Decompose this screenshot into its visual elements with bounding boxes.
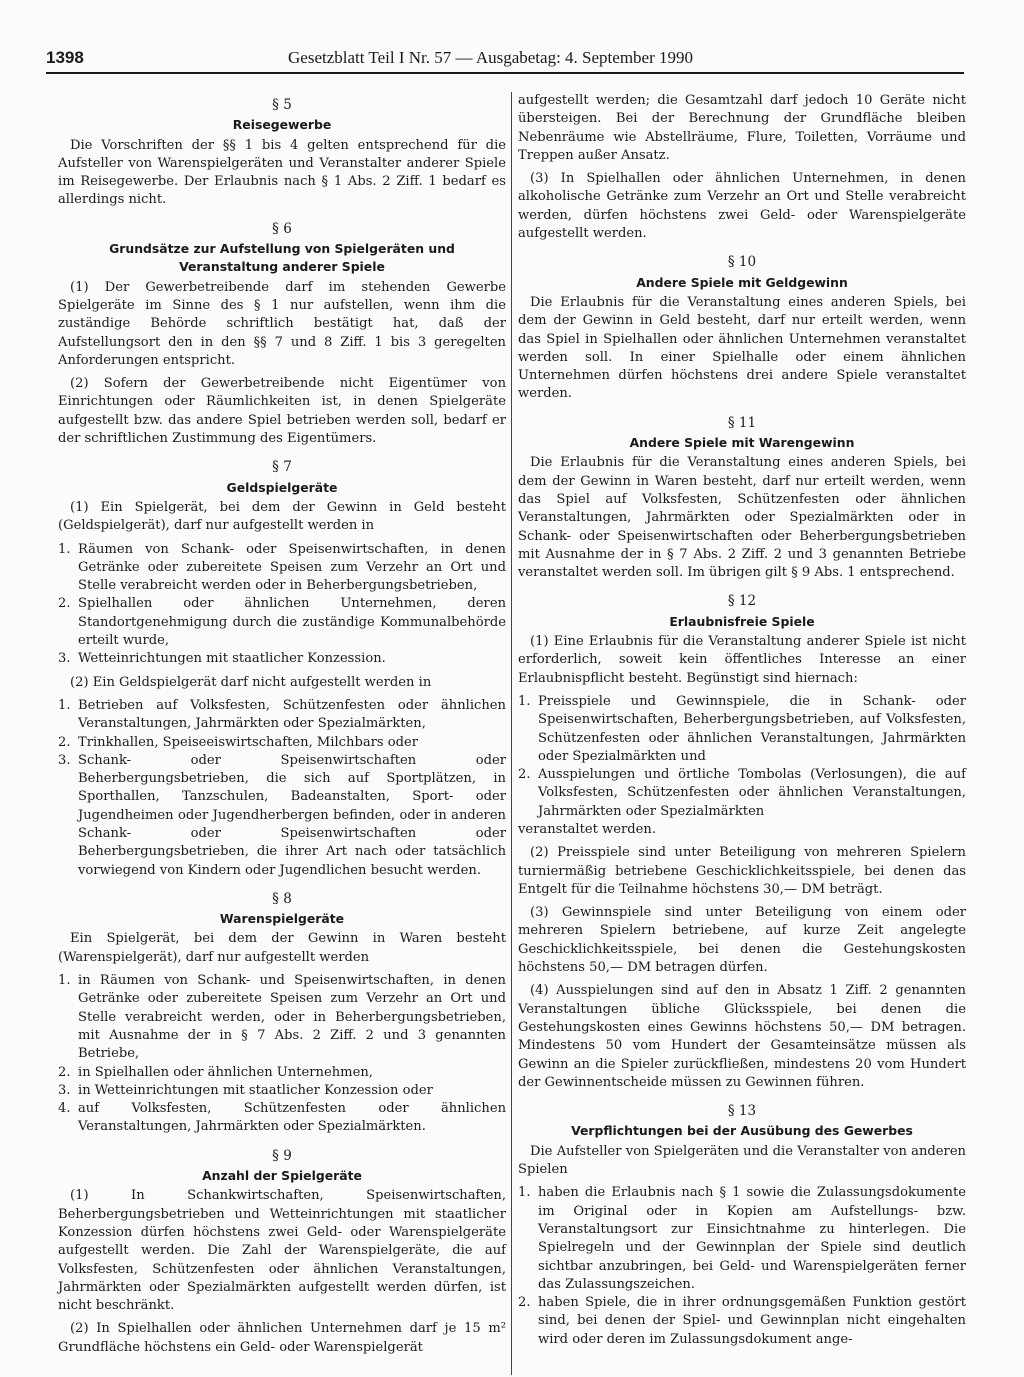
list-item: 4. auf Volksfesten, Schützenfesten oder ähnlichen Veranstaltungen, Jahrmärkten oder Spezialmärkten.	[58, 1101, 506, 1135]
paragraph: aufgestellt werden; die Gesamtzahl darf jedoch 10 Geräte nicht übersteigen. Bei der Berechnung der Grundfläche bleiben Nebenräume wie Abstellräume, Flure, Toiletten, Vorräume und Treppen außer Ansatz.	[518, 93, 966, 163]
section-heading: Geldspielgeräte	[226, 479, 338, 495]
list-item: 3. Schank- oder Speisenwirtschaften oder Beherbergungsbetrieben, die sich auf Sportplätzen, in Sporthallen, Tanzschulen, Badeanstalten, Sport- oder Jugendheimen oder Jugendherbergen befinden, oder in anderen Schank- oder Speisenwirtschaften oder Beherbergungsbetrieben, die ihrer Art nach oder tatsächlich vorwiegend von Kindern oder Jugendlichen besucht werden.	[58, 752, 506, 878]
right-column	[518, 92, 966, 1349]
left-column	[58, 92, 506, 1362]
paragraph: (2) Sofern der Gewerbetreibende nicht Eigentümer von Einrichtungen oder Räumlichkeiten ist, in denen Spielgeräte aufgestellt bzw. das andere Spiel betrieben werden soll, bedarf er der schriftlichen Zustimmung des Eigentümers.	[58, 376, 506, 447]
paragraph: (2) Ein Geldspielgerät darf nicht aufgestellt werden in	[70, 674, 432, 690]
paragraph: (3) Gewinnspiele sind unter Beteiligung von einem oder mehreren Spielern betriebene, auf kurze Zeit angelegte Geschicklichkeitsspiele, bei denen die Gestehungskosten höchstens 50,— DM betragen dürfen.	[518, 905, 966, 976]
section-number: § 12	[727, 593, 757, 610]
paragraph: (2) In Spielhallen oder ähnlichen Unternehmen darf je 15 m² Grundfläche höchstens ein Geld- oder Warenspielgerät	[58, 1321, 506, 1355]
section-number: § 8	[272, 890, 292, 907]
section-heading: Reisegewerbe	[232, 117, 332, 133]
list-item: 1. Betrieben auf Volksfesten, Schützenfesten oder ähnlichen Veranstaltungen, Jahrmärkten oder Spezialmärkten,	[58, 697, 506, 732]
paragraph: Die Vorschriften der §§ 1 bis 4 gelten entsprechend für die Aufsteller von Warenspielgeräten und Veranstalter anderer Spiele im Reisegewerbe. Der Erlaubnis nach § 1 Abs. 2 Ziff. 1 bedarf es allerdings nicht.	[58, 137, 506, 208]
section-number: § 10	[727, 254, 757, 271]
section-heading: Erlaubnisfreie Spiele	[669, 613, 815, 629]
section-heading: Verpflichtungen bei der Ausübung des Gewerbes	[571, 1123, 913, 1139]
section-heading: Warenspielgeräte	[219, 911, 345, 927]
list-item: 3. Wetteinrichtungen mit staatlicher Konzession.	[58, 651, 386, 667]
list-item: 1. Räumen von Schank- oder Speisenwirtschaften, in denen Getränke oder zubereitete Speisen zum Verzehr an Ort und Stelle verabreicht werden oder in Beherbergungsbetrieben,	[58, 541, 506, 594]
section-number: § 6	[272, 220, 292, 237]
list-item: 2. in Spielhallen oder ähnlichen Unternehmen,	[58, 1064, 373, 1080]
section-number: § 13	[727, 1103, 757, 1120]
paragraph: Die Aufsteller von Spielgeräten und die Veranstalter von anderen Spielen	[518, 1143, 966, 1178]
list-item: 2. Trinkhallen, Speiseeiswirtschaften, Milchbars oder	[58, 734, 419, 750]
page-header	[46, 48, 964, 74]
section-heading: Andere Spiele mit Warengewinn	[629, 435, 855, 451]
section-heading: Grundsätze zur Aufstellung von Spielgeräten und Veranstaltung anderer Spiele	[109, 241, 455, 275]
list-item: 3. in Wetteinrichtungen mit staatlicher Konzession oder	[58, 1082, 433, 1098]
section-heading: Andere Spiele mit Geldgewinn	[636, 274, 848, 290]
running-title: Gesetzblatt Teil I Nr. 57 — Ausgabetag: 4. September 1990	[288, 48, 693, 67]
paragraph: (4) Ausspielungen sind auf den in Absatz 1 Ziff. 2 genannten Veranstaltungen übliche Glücksspiele, bei denen die Gestehungskosten eines Gewinns höchstens 50,— DM betragen. Mindestens 50 vom Hundert der Gesamteinsätze müssen als Gewinn an die Spieler zurückfließen, mindestens 20 vom Hundert der Gewinnentscheide müssen zu Gewinnen führen.	[518, 983, 966, 1090]
paragraph: (1) In Schankwirtschaften, Speisenwirtschaften, Beherbergungsbetrieben und Wetteinrichtungen mit staatlicher Konzession dürfen höchstens zwei Geld- oder Warenspielgeräte aufgestellt werden. Die Zahl der Warenspielgeräte, die auf Volksfesten, Schützenfesten oder ähnlichen Veranstaltungen, Jahrmärkten oder Spezialmärkten aufgestellt werden dürfen, ist nicht beschränkt.	[58, 1188, 506, 1314]
section-number: § 5	[272, 97, 292, 113]
section-number: § 9	[272, 1147, 292, 1164]
page-number: 1398	[46, 48, 84, 67]
list-item: 2. Spielhallen oder ähnlichen Unternehmen, deren Standortgenehmigung durch die zuständige Kommunalbehörde erteilt wurde,	[58, 596, 506, 649]
paragraph: (1) Ein Spielgerät, bei dem der Gewinn in Geld besteht (Geldspielgerät), darf nur aufgestellt werden in	[58, 499, 506, 534]
paragraph: (1) Der Gewerbetreibende darf im stehenden Gewerbe Spielgeräte im Sinne des § 1 nur aufstellen, wenn ihm die zuständige Behörde schriftlich bestätigt hat, daß der Aufstellungsort den in den §§ 7 und 8 Ziff. 1 bis 3 geregelten Anforderungen entspricht.	[58, 279, 506, 368]
list-item: 1. in Räumen von Schank- und Speisenwirtschaften, in denen Getränke oder zubereitete Speisen zum Verzehr an Ort und Stelle verabreicht werden, oder in Beherbergungsbetrieben, mit Ausnahme der in § 7 Abs. 2 Ziff. 2 und 3 genannten Betriebe,	[58, 973, 506, 1062]
paragraph: (3) In Spielhallen oder ähnlichen Unternehmen, in denen alkoholische Getränke zum Verzehr an Ort und Stelle verabreicht werden, dürfen höchstens zwei Geld- oder Warenspielgeräte aufgestellt werden.	[518, 171, 966, 242]
section-number: § 7	[272, 459, 292, 476]
paragraph: Die Erlaubnis für die Veranstaltung eines anderen Spiels, bei dem der Gewinn in Waren besteht, darf nur erteilt werden, wenn das Spiel auf Volksfesten, Schützenfesten oder ähnlichen Veranstaltungen, Jahrmärkten oder Spezialmärkten oder in Schank- oder Speisenwirtschaften oder Beherbergungsbetrieben mit Ausnahme der in § 7 Abs. 2 Ziff. 2 und 3 genannten Betriebe veranstaltet werden soll. Im übrigen gilt § 9 Abs. 1 entsprechend.	[518, 455, 966, 581]
list-item: 1. haben die Erlaubnis nach § 1 sowie die Zulassungsdokumente im Original oder in Kopien am Aufstellungs- bzw. Veranstaltungsort zur Einsichtnahme zu hinterlegen. Die Spielregeln und der Gewinnplan der Spiele sind deutlich sichtbar anzubringen, bei Geld- und Warenspielgeräten ferner das Zulassungszeichen.	[518, 1185, 966, 1292]
paragraph: (2) Preisspiele sind unter Beteiligung von mehreren Spielern turniermäßig betriebene Geschicklichkeitsspiele, bei denen das Entgelt für die Teilnahme höchstens 30,— DM beträgt.	[518, 845, 966, 897]
section-heading: Anzahl der Spielgeräte	[202, 1168, 362, 1184]
section-number: § 11	[727, 414, 757, 431]
list-item: 2. haben Spiele, die in ihrer ordnungsgemäßen Funktion gestört sind, bei denen der Spiel- und Gewinnplan nicht eingehalten wird oder deren im Zulassungsdokument ange-	[518, 1295, 966, 1347]
list-item: 1. Preisspiele und Gewinnspiele, die in Schank- oder Speisenwirtschaften, Beherbergungsbetrieben, auf Volksfesten, Schützenfesten oder ähnlichen Veranstaltungen, Jahrmärkten oder Spezialmärkten und	[518, 693, 966, 764]
paragraph: Ein Spielgerät, bei dem der Gewinn in Waren besteht (Warenspielgerät), darf nur aufgestellt werden	[58, 931, 506, 965]
paragraph: Die Erlaubnis für die Veranstaltung eines anderen Spiels, bei dem der Gewinn in Geld besteht, darf nur erteilt werden, wenn das Spiel in Spielhallen oder ähnlichen Unternehmen veranstaltet werden soll. In einer Spielhalle oder einem ähnlichen Unternehmen dürfen höchstens drei andere Spiele veranstaltet werden.	[518, 294, 966, 402]
paragraph: (1) Eine Erlaubnis für die Veranstaltung anderer Spiele ist nicht erforderlich, soweit kein öffentliches Interesse an einer Erlaubnispflicht besteht. Begünstigt sind hiernach:	[518, 634, 966, 686]
column-divider	[511, 92, 512, 1375]
list-item: 2. Ausspielungen und örtliche Tombolas (Verlosungen), die auf Volksfesten, Schützenfesten oder ähnlichen Veranstaltungen, Jahrmärkten oder Spezialmärkten	[518, 767, 966, 819]
paragraph: veranstaltet werden.	[518, 821, 656, 837]
